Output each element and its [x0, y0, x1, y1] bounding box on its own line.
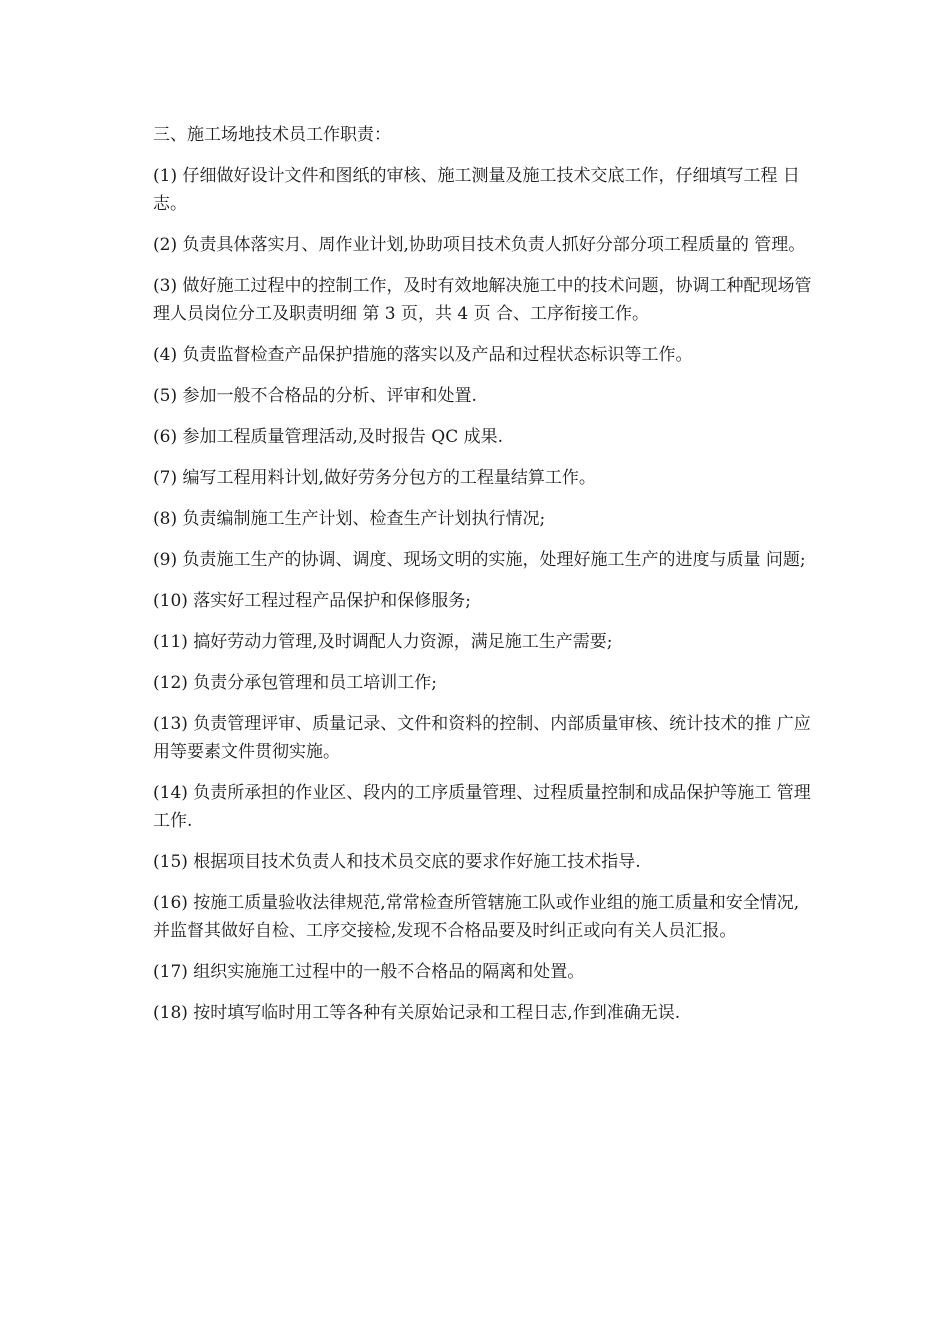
duty-item-4: (4) 负责监督检查产品保护措施的落实以及产品和过程状态标识等工作。: [153, 345, 693, 365]
section-heading: 三、施工场地技术员工作职责：: [153, 125, 391, 145]
duty-item-12: (12) 负责分承包管理和员工培训工作;: [153, 673, 438, 693]
duty-item-5: (5) 参加一般不合格品的分析、评审和处置.: [153, 386, 477, 406]
duty-item-3: (3) 做好施工过程中的控制工作，及时有效地解决施工中的技术问题，协调工种配现场管理人员岗位分工及职责明细 第 3 页，共 4 页 合、工序衔接工作。: [153, 276, 812, 324]
duty-item-9: (9) 负责施工生产的协调、调度、现场文明的实施，处理好施工生产的进度与质量 问题;: [153, 550, 806, 570]
duty-item-18: (18) 按时填写临时用工等各种有关原始记录和工程日志,作到准确无误.: [153, 1003, 681, 1023]
duty-item-14: (14) 负责所承担的作业区、段内的工序质量管理、过程质量控制和成品保护等施工 管理工作.: [153, 783, 811, 831]
duty-item-15: (15) 根据项目技术负责人和技术员交底的要求作好施工技术指导.: [153, 852, 641, 872]
duty-item-1: (1) 仔细做好设计文件和图纸的审核、施工测量及施工技术交底工作，仔细填写工程 日志。: [153, 166, 800, 214]
duty-item-6: (6) 参加工程质量管理活动,及时报告 QC 成果.: [153, 427, 504, 447]
duty-item-10: (10) 落实好工程过程产品保护和保修服务;: [153, 591, 472, 611]
duty-item-7: (7) 编写工程用料计划,做好劳务分包方的工程量结算工作。: [153, 468, 596, 488]
duty-item-13: (13) 负责管理评审、质量记录、文件和资料的控制、内部质量审核、统计技术的推 广应用等要素文件贯彻实施。: [153, 714, 811, 762]
duty-item-16: (16) 按施工质量验收法律规范,常常检查所管辖施工队或作业组的施工质量和安全情况, 并监督其做好自检、工序交接检,发现不合格品要及时纠正或向有关人员汇报。: [153, 893, 800, 941]
duty-item-2: (2) 负责具体落实月、周作业计划,协助项目技术负责人抓好分部分项工程质量的 管理。: [153, 235, 806, 255]
document-body: [153, 121, 813, 1040]
duty-item-11: (11) 搞好劳动力管理,及时调配人力资源，满足施工生产需要;: [153, 632, 613, 652]
duty-item-17: (17) 组织实施施工过程中的一般不合格品的隔离和处置。: [153, 962, 585, 982]
duty-item-8: (8) 负责编制施工生产计划、检查生产计划执行情况;: [153, 509, 546, 529]
